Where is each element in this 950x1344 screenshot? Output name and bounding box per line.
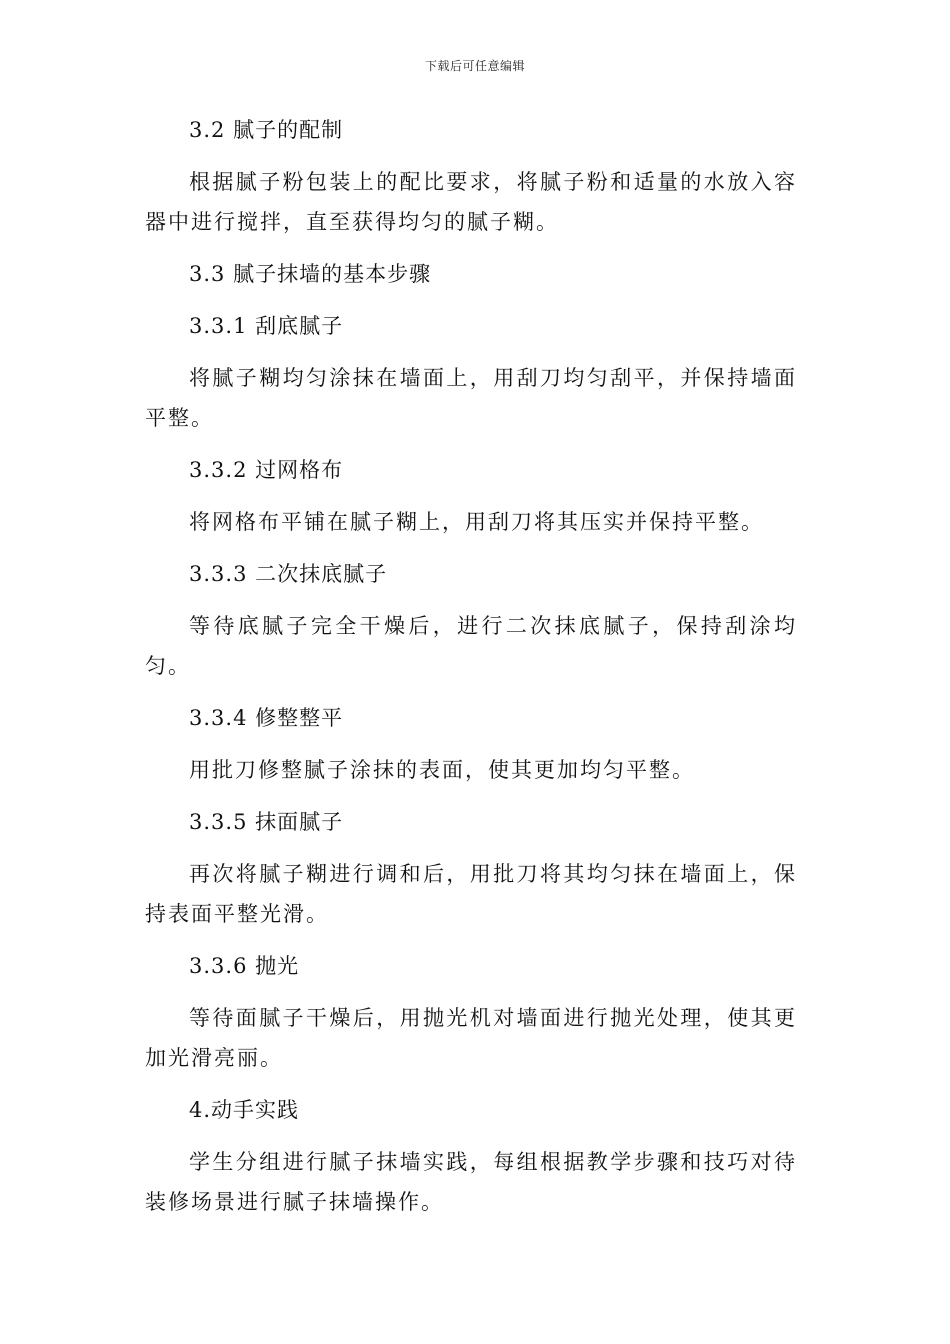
section-heading-3-3-1: 3.3.1 刮底腻子 [189,314,344,338]
paragraph-mesh-cloth: 将网格布平铺在腻子糊上，用刮刀将其压实并保持平整。 [189,510,764,534]
section-heading-3-3: 3.3 腻子抹墙的基本步骤 [189,262,432,286]
section-heading-3-2: 3.2 腻子的配制 [189,118,344,142]
paragraph-second-base-coat: 等待底腻子完全干燥后，进行二次抹底腻子，保持刮涂均匀。 [145,614,797,678]
paragraph-polishing: 等待面腻子干燥后，用抛光机对墙面进行抛光处理，使其更加光滑亮丽。 [145,1006,797,1070]
paragraph-hands-on-practice: 学生分组进行腻子抹墙实践，每组根据教学步骤和技巧对待装修场景进行腻子抹墙操作。 [145,1150,797,1214]
document-body [145,110,797,1234]
paragraph-surface-putty: 再次将腻子糊进行调和后，用批刀将其均匀抹在墙面上，保持表面平整光滑。 [145,862,797,926]
paragraph-base-putty: 将腻子糊均匀涂抹在墙面上，用刮刀均匀刮平，并保持墙面平整。 [145,366,797,430]
header-note: 下载后可任意编辑 [424,59,525,73]
section-heading-3-3-3: 3.3.3 二次抹底腻子 [189,562,388,586]
section-heading-3-3-2: 3.3.2 过网格布 [189,458,344,482]
section-heading-3-3-6: 3.3.6 抛光 [189,954,300,978]
section-heading-3-3-4: 3.3.4 修整整平 [189,706,344,730]
section-heading-4: 4.动手实践 [189,1098,300,1122]
section-heading-3-3-5: 3.3.5 抹面腻子 [189,810,344,834]
paragraph-putty-preparation: 根据腻子粉包装上的配比要求，将腻子粉和适量的水放入容器中进行搅拌，直至获得均匀的腻子糊。 [145,170,797,234]
paragraph-leveling: 用批刀修整腻子涂抹的表面，使其更加均匀平整。 [189,758,695,782]
